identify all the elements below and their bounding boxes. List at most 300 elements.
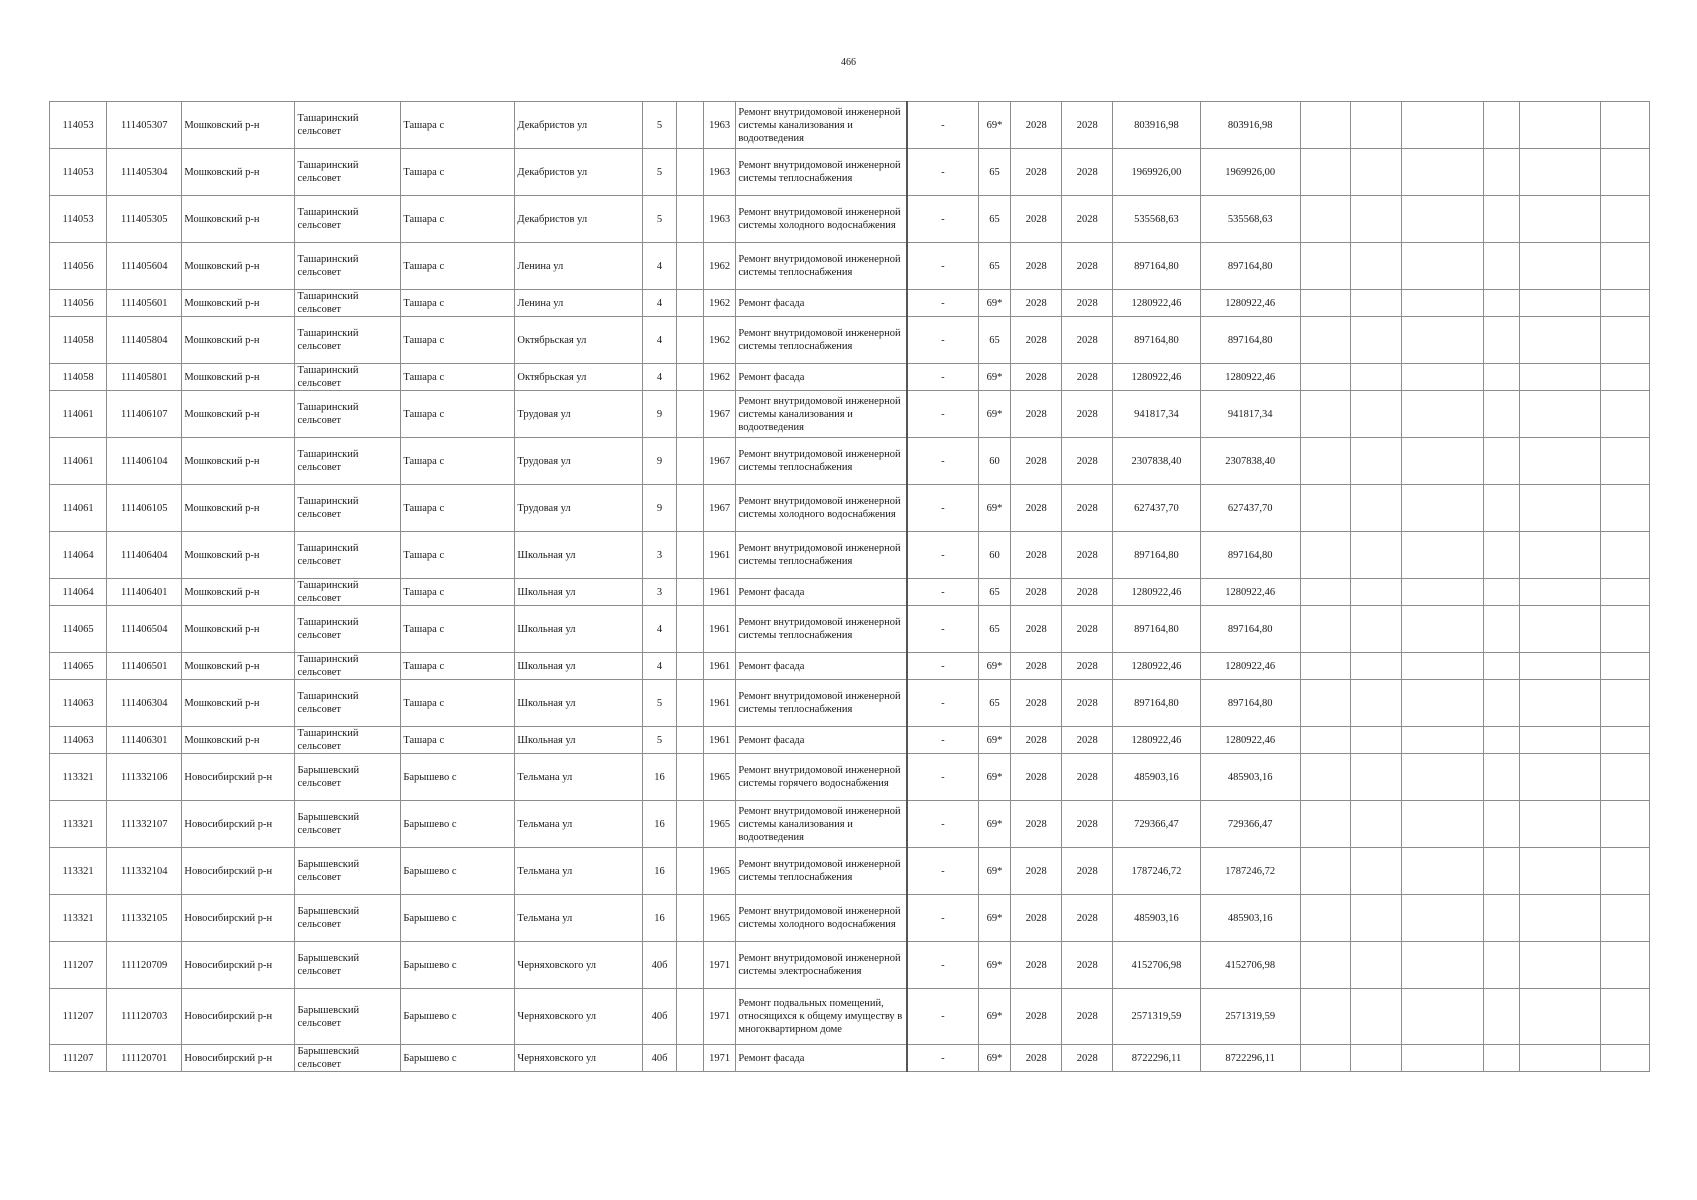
cell-wear-percent: 69* <box>978 653 1011 680</box>
cell-empty <box>1483 579 1519 606</box>
cell-district: Новосибирский р-н <box>182 942 295 989</box>
repair-registry-table <box>49 101 1650 1072</box>
cell-house-number: 5 <box>642 680 677 727</box>
cell-empty <box>1600 848 1649 895</box>
cell-district: Мошковский р-н <box>182 102 295 149</box>
cell-settlement: Ташара с <box>401 364 515 391</box>
cell-work-type: Ремонт внутридомовой инженерной системы электроснабжения <box>736 942 907 989</box>
cell-empty <box>1600 727 1649 754</box>
cell-build-year: 1965 <box>703 848 736 895</box>
cell-plan-year: 2028 <box>1011 364 1062 391</box>
cell-empty <box>1300 606 1351 653</box>
cell-wear-percent: 65 <box>978 606 1011 653</box>
cell-house-id: 113321 <box>50 848 107 895</box>
cell-building <box>677 680 703 727</box>
cell-empty <box>1600 754 1649 801</box>
cell-house-number: 16 <box>642 848 677 895</box>
cell-plan-year-2: 2028 <box>1062 364 1113 391</box>
cell-empty <box>1483 364 1519 391</box>
cell-empty <box>1402 727 1483 754</box>
cell-street: Тельмана ул <box>515 848 642 895</box>
cell-district: Мошковский р-н <box>182 727 295 754</box>
cell-plan-year-2: 2028 <box>1062 653 1113 680</box>
cell-work-type: Ремонт внутридомовой инженерной системы холодного водоснабжения <box>736 895 907 942</box>
cell-house-number: 4 <box>642 364 677 391</box>
cell-council: Ташаринский сельсовет <box>295 727 401 754</box>
page-number: 466 <box>841 57 856 68</box>
cell-plan-year: 2028 <box>1011 848 1062 895</box>
cell-build-year: 1961 <box>703 727 736 754</box>
cell-empty <box>1600 989 1649 1045</box>
cell-house-number: 4 <box>642 653 677 680</box>
cell-house-number: 4 <box>642 317 677 364</box>
cell-empty <box>1351 942 1402 989</box>
cell-street: Тельмана ул <box>515 801 642 848</box>
cell-empty <box>1402 149 1483 196</box>
cell-settlement: Барышево с <box>401 942 515 989</box>
cell-work-code: 111332104 <box>107 848 182 895</box>
cell-wear-percent: 69* <box>978 754 1011 801</box>
cell-building <box>677 653 703 680</box>
cell-empty <box>1519 680 1600 727</box>
table-row <box>50 149 1650 196</box>
cell-empty <box>1600 895 1649 942</box>
cell-empty <box>1483 942 1519 989</box>
cell-cost-fund: 803916,98 <box>1200 102 1300 149</box>
cell-building <box>677 438 703 485</box>
table-row <box>50 848 1650 895</box>
cell-cost-fund: 1969926,00 <box>1200 149 1300 196</box>
cell-house-id: 114064 <box>50 579 107 606</box>
cell-plan-year: 2028 <box>1011 485 1062 532</box>
cell-empty <box>1402 364 1483 391</box>
cell-plan-year-2: 2028 <box>1062 290 1113 317</box>
cell-house-number: 16 <box>642 801 677 848</box>
cell-empty <box>1519 532 1600 579</box>
table-row <box>50 754 1650 801</box>
cell-building <box>677 364 703 391</box>
cell-street: Трудовая ул <box>515 391 642 438</box>
cell-cost-total: 897164,80 <box>1113 243 1201 290</box>
cell-work-type: Ремонт внутридомовой инженерной системы канализования и водоотведения <box>736 102 907 149</box>
cell-empty <box>1519 801 1600 848</box>
cell-house-number: 9 <box>642 391 677 438</box>
cell-empty <box>1402 848 1483 895</box>
cell-build-year: 1967 <box>703 438 736 485</box>
cell-empty <box>1300 1045 1351 1072</box>
cell-empty <box>1519 895 1600 942</box>
cell-empty <box>1300 653 1351 680</box>
cell-plan-year-2: 2028 <box>1062 942 1113 989</box>
cell-empty <box>1402 290 1483 317</box>
cell-dash: - <box>907 989 978 1045</box>
cell-dash: - <box>907 848 978 895</box>
cell-cost-total: 1969926,00 <box>1113 149 1201 196</box>
cell-work-code: 111405307 <box>107 102 182 149</box>
cell-plan-year: 2028 <box>1011 532 1062 579</box>
cell-street: Школьная ул <box>515 680 642 727</box>
cell-building <box>677 532 703 579</box>
cell-district: Мошковский р-н <box>182 243 295 290</box>
cell-empty <box>1600 102 1649 149</box>
cell-plan-year: 2028 <box>1011 317 1062 364</box>
cell-cost-total: 627437,70 <box>1113 485 1201 532</box>
cell-cost-total: 897164,80 <box>1113 680 1201 727</box>
cell-house-id: 113321 <box>50 895 107 942</box>
cell-empty <box>1402 243 1483 290</box>
cell-cost-total: 8722296,11 <box>1113 1045 1201 1072</box>
cell-empty <box>1483 532 1519 579</box>
cell-empty <box>1351 149 1402 196</box>
cell-work-type: Ремонт внутридомовой инженерной системы холодного водоснабжения <box>736 485 907 532</box>
cell-work-code: 111405804 <box>107 317 182 364</box>
cell-build-year: 1971 <box>703 1045 736 1072</box>
cell-empty <box>1600 364 1649 391</box>
cell-wear-percent: 69* <box>978 848 1011 895</box>
cell-empty <box>1519 438 1600 485</box>
cell-plan-year: 2028 <box>1011 801 1062 848</box>
cell-dash: - <box>907 438 978 485</box>
cell-wear-percent: 69* <box>978 391 1011 438</box>
cell-plan-year-2: 2028 <box>1062 989 1113 1045</box>
cell-house-id: 114064 <box>50 532 107 579</box>
cell-empty <box>1519 653 1600 680</box>
table-row <box>50 532 1650 579</box>
cell-work-type: Ремонт фасада <box>736 290 907 317</box>
cell-work-code: 111405304 <box>107 149 182 196</box>
cell-house-number: 40б <box>642 1045 677 1072</box>
cell-council: Барышевский сельсовет <box>295 989 401 1045</box>
cell-empty <box>1402 680 1483 727</box>
cell-dash: - <box>907 653 978 680</box>
cell-cost-total: 1787246,72 <box>1113 848 1201 895</box>
cell-empty <box>1483 680 1519 727</box>
cell-empty <box>1351 438 1402 485</box>
cell-district: Мошковский р-н <box>182 680 295 727</box>
cell-work-type: Ремонт внутридомовой инженерной системы канализования и водоотведения <box>736 391 907 438</box>
cell-work-code: 111406504 <box>107 606 182 653</box>
cell-empty <box>1519 942 1600 989</box>
cell-empty <box>1600 485 1649 532</box>
cell-street: Школьная ул <box>515 606 642 653</box>
cell-work-code: 111406301 <box>107 727 182 754</box>
cell-empty <box>1519 727 1600 754</box>
cell-house-number: 3 <box>642 579 677 606</box>
cell-empty <box>1519 391 1600 438</box>
cell-house-id: 114061 <box>50 438 107 485</box>
cell-settlement: Ташара с <box>401 102 515 149</box>
cell-plan-year: 2028 <box>1011 1045 1062 1072</box>
cell-district: Мошковский р-н <box>182 653 295 680</box>
cell-empty <box>1600 438 1649 485</box>
cell-district: Новосибирский р-н <box>182 989 295 1045</box>
cell-district: Мошковский р-н <box>182 579 295 606</box>
cell-work-type: Ремонт фасада <box>736 653 907 680</box>
cell-house-number: 9 <box>642 485 677 532</box>
cell-council: Ташаринский сельсовет <box>295 196 401 243</box>
cell-cost-fund: 4152706,98 <box>1200 942 1300 989</box>
cell-street: Октябрьская ул <box>515 364 642 391</box>
cell-empty <box>1300 485 1351 532</box>
cell-empty <box>1351 801 1402 848</box>
cell-build-year: 1961 <box>703 680 736 727</box>
cell-build-year: 1962 <box>703 243 736 290</box>
cell-council: Барышевский сельсовет <box>295 848 401 895</box>
cell-house-number: 16 <box>642 895 677 942</box>
cell-empty <box>1600 290 1649 317</box>
cell-council: Ташаринский сельсовет <box>295 243 401 290</box>
cell-work-type: Ремонт внутридомовой инженерной системы горячего водоснабжения <box>736 754 907 801</box>
cell-building <box>677 754 703 801</box>
cell-house-id: 113321 <box>50 801 107 848</box>
cell-cost-fund: 1787246,72 <box>1200 848 1300 895</box>
cell-street: Школьная ул <box>515 653 642 680</box>
cell-building <box>677 606 703 653</box>
cell-empty <box>1351 391 1402 438</box>
cell-district: Мошковский р-н <box>182 391 295 438</box>
cell-work-code: 111406104 <box>107 438 182 485</box>
cell-empty <box>1300 196 1351 243</box>
cell-cost-fund: 1280922,46 <box>1200 653 1300 680</box>
cell-dash: - <box>907 579 978 606</box>
table-row <box>50 989 1650 1045</box>
cell-empty <box>1402 1045 1483 1072</box>
cell-empty <box>1600 680 1649 727</box>
cell-house-id: 111207 <box>50 1045 107 1072</box>
cell-empty <box>1483 606 1519 653</box>
cell-settlement: Барышево с <box>401 754 515 801</box>
cell-build-year: 1965 <box>703 895 736 942</box>
cell-empty <box>1402 942 1483 989</box>
cell-wear-percent: 65 <box>978 317 1011 364</box>
cell-empty <box>1300 532 1351 579</box>
cell-dash: - <box>907 391 978 438</box>
cell-work-code: 111120701 <box>107 1045 182 1072</box>
table-row <box>50 942 1650 989</box>
table-row <box>50 895 1650 942</box>
cell-cost-fund: 1280922,46 <box>1200 364 1300 391</box>
cell-dash: - <box>907 606 978 653</box>
cell-plan-year-2: 2028 <box>1062 149 1113 196</box>
cell-empty <box>1483 801 1519 848</box>
cell-house-id: 114053 <box>50 102 107 149</box>
cell-council: Ташаринский сельсовет <box>295 485 401 532</box>
cell-plan-year: 2028 <box>1011 942 1062 989</box>
cell-work-type: Ремонт фасада <box>736 364 907 391</box>
cell-empty <box>1483 653 1519 680</box>
cell-house-id: 114065 <box>50 606 107 653</box>
cell-empty <box>1483 243 1519 290</box>
cell-house-number: 3 <box>642 532 677 579</box>
cell-plan-year: 2028 <box>1011 606 1062 653</box>
cell-district: Мошковский р-н <box>182 364 295 391</box>
cell-dash: - <box>907 1045 978 1072</box>
cell-empty <box>1519 754 1600 801</box>
cell-street: Черняховского ул <box>515 942 642 989</box>
cell-plan-year: 2028 <box>1011 290 1062 317</box>
cell-work-code: 111406107 <box>107 391 182 438</box>
cell-house-id: 114056 <box>50 243 107 290</box>
cell-settlement: Ташара с <box>401 606 515 653</box>
cell-empty <box>1351 290 1402 317</box>
cell-plan-year-2: 2028 <box>1062 579 1113 606</box>
cell-empty <box>1300 848 1351 895</box>
cell-work-code: 111332106 <box>107 754 182 801</box>
cell-council: Ташаринский сельсовет <box>295 290 401 317</box>
cell-empty <box>1519 579 1600 606</box>
cell-plan-year-2: 2028 <box>1062 391 1113 438</box>
cell-dash: - <box>907 727 978 754</box>
cell-empty <box>1519 989 1600 1045</box>
cell-council: Ташаринский сельсовет <box>295 438 401 485</box>
cell-plan-year: 2028 <box>1011 243 1062 290</box>
cell-district: Мошковский р-н <box>182 149 295 196</box>
cell-empty <box>1483 895 1519 942</box>
cell-street: Школьная ул <box>515 532 642 579</box>
table-row <box>50 391 1650 438</box>
cell-wear-percent: 65 <box>978 149 1011 196</box>
cell-street: Декабристов ул <box>515 196 642 243</box>
cell-house-id: 114063 <box>50 680 107 727</box>
cell-cost-total: 897164,80 <box>1113 606 1201 653</box>
cell-wear-percent: 60 <box>978 438 1011 485</box>
cell-settlement: Барышево с <box>401 1045 515 1072</box>
cell-build-year: 1965 <box>703 754 736 801</box>
cell-council: Ташаринский сельсовет <box>295 317 401 364</box>
cell-council: Барышевский сельсовет <box>295 1045 401 1072</box>
cell-council: Барышевский сельсовет <box>295 895 401 942</box>
cell-empty <box>1300 438 1351 485</box>
cell-empty <box>1483 989 1519 1045</box>
cell-empty <box>1351 1045 1402 1072</box>
cell-wear-percent: 69* <box>978 801 1011 848</box>
cell-work-code: 111406404 <box>107 532 182 579</box>
cell-empty <box>1519 1045 1600 1072</box>
cell-house-id: 114063 <box>50 727 107 754</box>
cell-council: Барышевский сельсовет <box>295 754 401 801</box>
cell-empty <box>1600 653 1649 680</box>
cell-work-type: Ремонт внутридомовой инженерной системы холодного водоснабжения <box>736 196 907 243</box>
cell-council: Ташаринский сельсовет <box>295 579 401 606</box>
cell-dash: - <box>907 485 978 532</box>
cell-cost-total: 729366,47 <box>1113 801 1201 848</box>
cell-empty <box>1519 102 1600 149</box>
cell-building <box>677 801 703 848</box>
cell-dash: - <box>907 317 978 364</box>
cell-building <box>677 196 703 243</box>
cell-empty <box>1300 149 1351 196</box>
cell-empty <box>1483 1045 1519 1072</box>
cell-district: Мошковский р-н <box>182 196 295 243</box>
cell-cost-fund: 897164,80 <box>1200 680 1300 727</box>
cell-dash: - <box>907 680 978 727</box>
cell-dash: - <box>907 754 978 801</box>
cell-settlement: Барышево с <box>401 848 515 895</box>
cell-district: Новосибирский р-н <box>182 754 295 801</box>
table-row <box>50 579 1650 606</box>
cell-work-type: Ремонт внутридомовой инженерной системы теплоснабжения <box>736 317 907 364</box>
cell-work-code: 111405801 <box>107 364 182 391</box>
table-row <box>50 102 1650 149</box>
cell-empty <box>1519 196 1600 243</box>
cell-empty <box>1519 317 1600 364</box>
cell-cost-total: 897164,80 <box>1113 317 1201 364</box>
cell-empty <box>1402 196 1483 243</box>
cell-work-type: Ремонт внутридомовой инженерной системы теплоснабжения <box>736 532 907 579</box>
cell-empty <box>1402 317 1483 364</box>
cell-empty <box>1402 989 1483 1045</box>
cell-empty <box>1483 485 1519 532</box>
cell-settlement: Барышево с <box>401 895 515 942</box>
cell-building <box>677 579 703 606</box>
cell-build-year: 1963 <box>703 196 736 243</box>
cell-empty <box>1351 680 1402 727</box>
cell-settlement: Ташара с <box>401 438 515 485</box>
cell-wear-percent: 69* <box>978 727 1011 754</box>
cell-house-id: 114058 <box>50 317 107 364</box>
cell-work-code: 111332107 <box>107 801 182 848</box>
cell-cost-fund: 485903,16 <box>1200 895 1300 942</box>
cell-empty <box>1402 579 1483 606</box>
cell-house-number: 5 <box>642 727 677 754</box>
cell-plan-year-2: 2028 <box>1062 895 1113 942</box>
cell-cost-fund: 1280922,46 <box>1200 290 1300 317</box>
cell-plan-year-2: 2028 <box>1062 801 1113 848</box>
cell-build-year: 1961 <box>703 532 736 579</box>
cell-work-code: 111406501 <box>107 653 182 680</box>
cell-house-id: 114065 <box>50 653 107 680</box>
cell-empty <box>1519 606 1600 653</box>
cell-empty <box>1351 196 1402 243</box>
cell-empty <box>1402 754 1483 801</box>
cell-work-type: Ремонт фасада <box>736 579 907 606</box>
cell-house-number: 40б <box>642 989 677 1045</box>
cell-empty <box>1402 606 1483 653</box>
cell-empty <box>1351 317 1402 364</box>
cell-work-type: Ремонт фасада <box>736 1045 907 1072</box>
table-row <box>50 243 1650 290</box>
cell-empty <box>1519 243 1600 290</box>
cell-cost-total: 535568,63 <box>1113 196 1201 243</box>
cell-cost-total: 2307838,40 <box>1113 438 1201 485</box>
cell-council: Ташаринский сельсовет <box>295 606 401 653</box>
cell-council: Ташаринский сельсовет <box>295 680 401 727</box>
cell-work-code: 111405604 <box>107 243 182 290</box>
cell-street: Декабристов ул <box>515 102 642 149</box>
cell-dash: - <box>907 895 978 942</box>
cell-empty <box>1402 653 1483 680</box>
cell-wear-percent: 69* <box>978 1045 1011 1072</box>
cell-empty <box>1483 290 1519 317</box>
cell-plan-year: 2028 <box>1011 754 1062 801</box>
cell-wear-percent: 65 <box>978 579 1011 606</box>
cell-plan-year-2: 2028 <box>1062 727 1113 754</box>
cell-empty <box>1300 754 1351 801</box>
cell-empty <box>1300 290 1351 317</box>
cell-cost-fund: 1280922,46 <box>1200 579 1300 606</box>
cell-house-id: 114056 <box>50 290 107 317</box>
cell-plan-year-2: 2028 <box>1062 606 1113 653</box>
cell-house-number: 4 <box>642 290 677 317</box>
cell-cost-fund: 2571319,59 <box>1200 989 1300 1045</box>
table-row <box>50 196 1650 243</box>
cell-dash: - <box>907 290 978 317</box>
cell-house-number: 40б <box>642 942 677 989</box>
cell-plan-year: 2028 <box>1011 989 1062 1045</box>
cell-work-code: 111120709 <box>107 942 182 989</box>
cell-street: Трудовая ул <box>515 485 642 532</box>
cell-house-number: 5 <box>642 149 677 196</box>
